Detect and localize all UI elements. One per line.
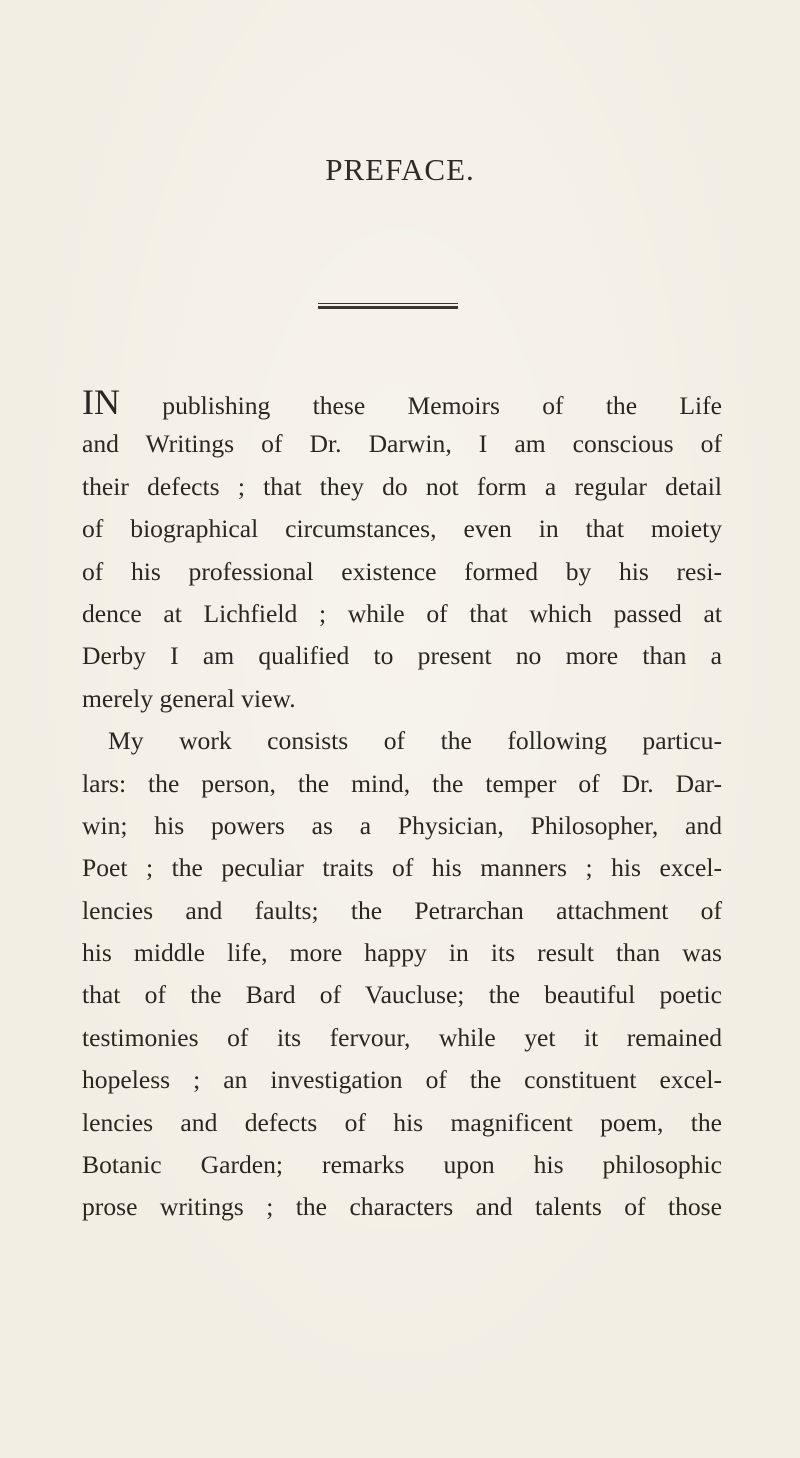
text-line: win; his powers as a Physician, Philosopher, and — [82, 810, 722, 840]
text-line: that of the Bard of Vaucluse; the beautiful poetic — [82, 980, 722, 1010]
text-line: prose writings ; the characters and talents of those — [82, 1192, 722, 1222]
text-line: lencies and faults; the Petrarchan attachment of — [82, 895, 722, 925]
text-line: My work consists of the following particu- — [108, 726, 722, 756]
title-divider-rule — [318, 303, 458, 309]
text-line: publishing these Memoirs of the Life — [120, 391, 722, 420]
text-line: hopeless ; an investigation of the constituent excel- — [82, 1065, 722, 1095]
text-line: Derby I am qualified to present no more than a — [82, 641, 722, 671]
drop-cap: IN — [82, 382, 120, 422]
preface-body — [82, 381, 722, 1229]
text-line: of his professional existence formed by his resi- — [82, 556, 722, 586]
page-title: PREFACE. — [325, 152, 475, 187]
text-line: testimonies of its fervour, while yet it remained — [82, 1022, 722, 1052]
text-line: Poet ; the peculiar traits of his manners ; his excel- — [82, 853, 722, 883]
paragraph-1-line-1 — [82, 381, 722, 423]
text-line: of biographical circumstances, even in that moiety — [82, 514, 722, 544]
text-line: their defects ; that they do not form a regular detail — [82, 471, 722, 501]
text-line: merely general view. — [82, 683, 296, 713]
divider-thick-line — [318, 306, 458, 309]
text-line: Botanic Garden; remarks upon his philosophic — [82, 1150, 722, 1180]
divider-thin-line — [318, 303, 458, 304]
text-line: his middle life, more happy in its result than was — [82, 938, 722, 968]
text-line: lars: the person, the mind, the temper of Dr. Dar- — [82, 768, 722, 798]
text-line: dence at Lichfield ; while of that which passed at — [82, 598, 722, 628]
text-line: and Writings of Dr. Darwin, I am conscious of — [82, 429, 722, 459]
text-line: lencies and defects of his magnificent poem, the — [82, 1107, 722, 1137]
